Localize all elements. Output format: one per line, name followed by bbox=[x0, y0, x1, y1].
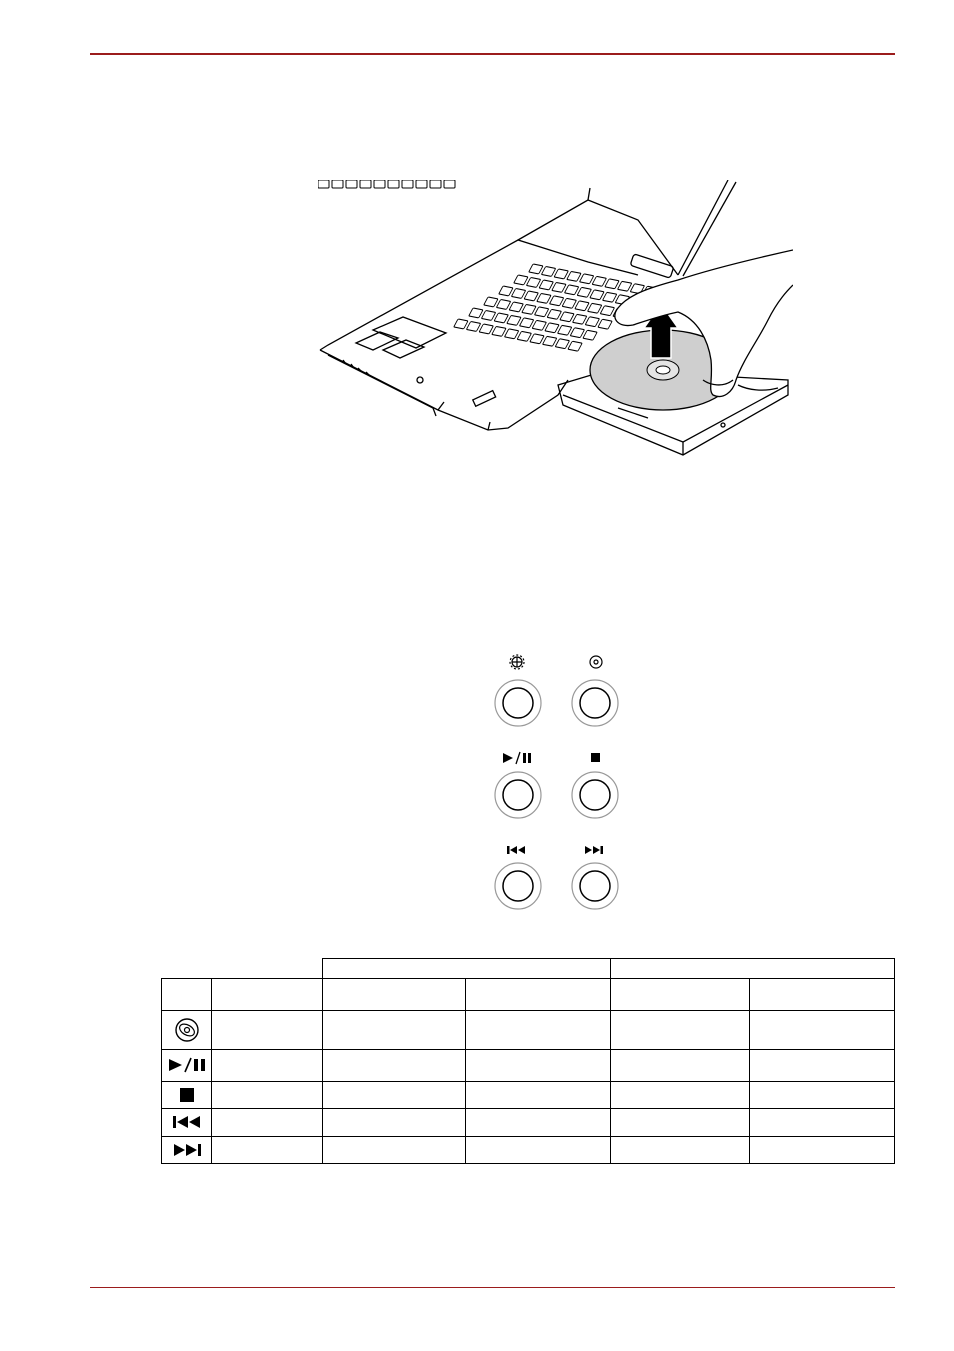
footer-rule bbox=[90, 1287, 895, 1288]
table-group-header bbox=[611, 959, 895, 979]
cd-dvd-button[interactable] bbox=[572, 680, 618, 726]
laptop-disc-illustration bbox=[318, 180, 793, 458]
table-row bbox=[162, 1011, 895, 1050]
next-track-button[interactable] bbox=[572, 863, 618, 909]
table-row bbox=[162, 1050, 895, 1082]
table-row bbox=[162, 1109, 895, 1137]
play-pause-icon bbox=[503, 752, 531, 764]
internet-button[interactable] bbox=[495, 680, 541, 726]
next-track-icon bbox=[170, 1142, 204, 1158]
table-group-header bbox=[323, 959, 611, 979]
play-pause-icon bbox=[165, 1056, 209, 1074]
next-track-icon bbox=[585, 846, 603, 854]
cd-dvd-icon bbox=[174, 1017, 200, 1043]
table-subheader-row bbox=[162, 979, 895, 1011]
previous-track-icon bbox=[170, 1114, 204, 1130]
table-row bbox=[162, 1137, 895, 1164]
previous-track-icon bbox=[507, 846, 525, 854]
header-rule bbox=[90, 53, 895, 55]
cd-dvd-icon bbox=[590, 656, 602, 668]
internet-globe-icon bbox=[510, 655, 524, 669]
table-row bbox=[162, 1082, 895, 1109]
cd-dvd-control-buttons bbox=[490, 650, 630, 920]
play-pause-button[interactable] bbox=[495, 772, 541, 818]
stop-button[interactable] bbox=[572, 772, 618, 818]
stop-icon bbox=[178, 1086, 196, 1104]
previous-track-button[interactable] bbox=[495, 863, 541, 909]
button-function-table bbox=[161, 958, 895, 1164]
stop-icon bbox=[591, 753, 600, 762]
table-header-row bbox=[162, 959, 895, 979]
